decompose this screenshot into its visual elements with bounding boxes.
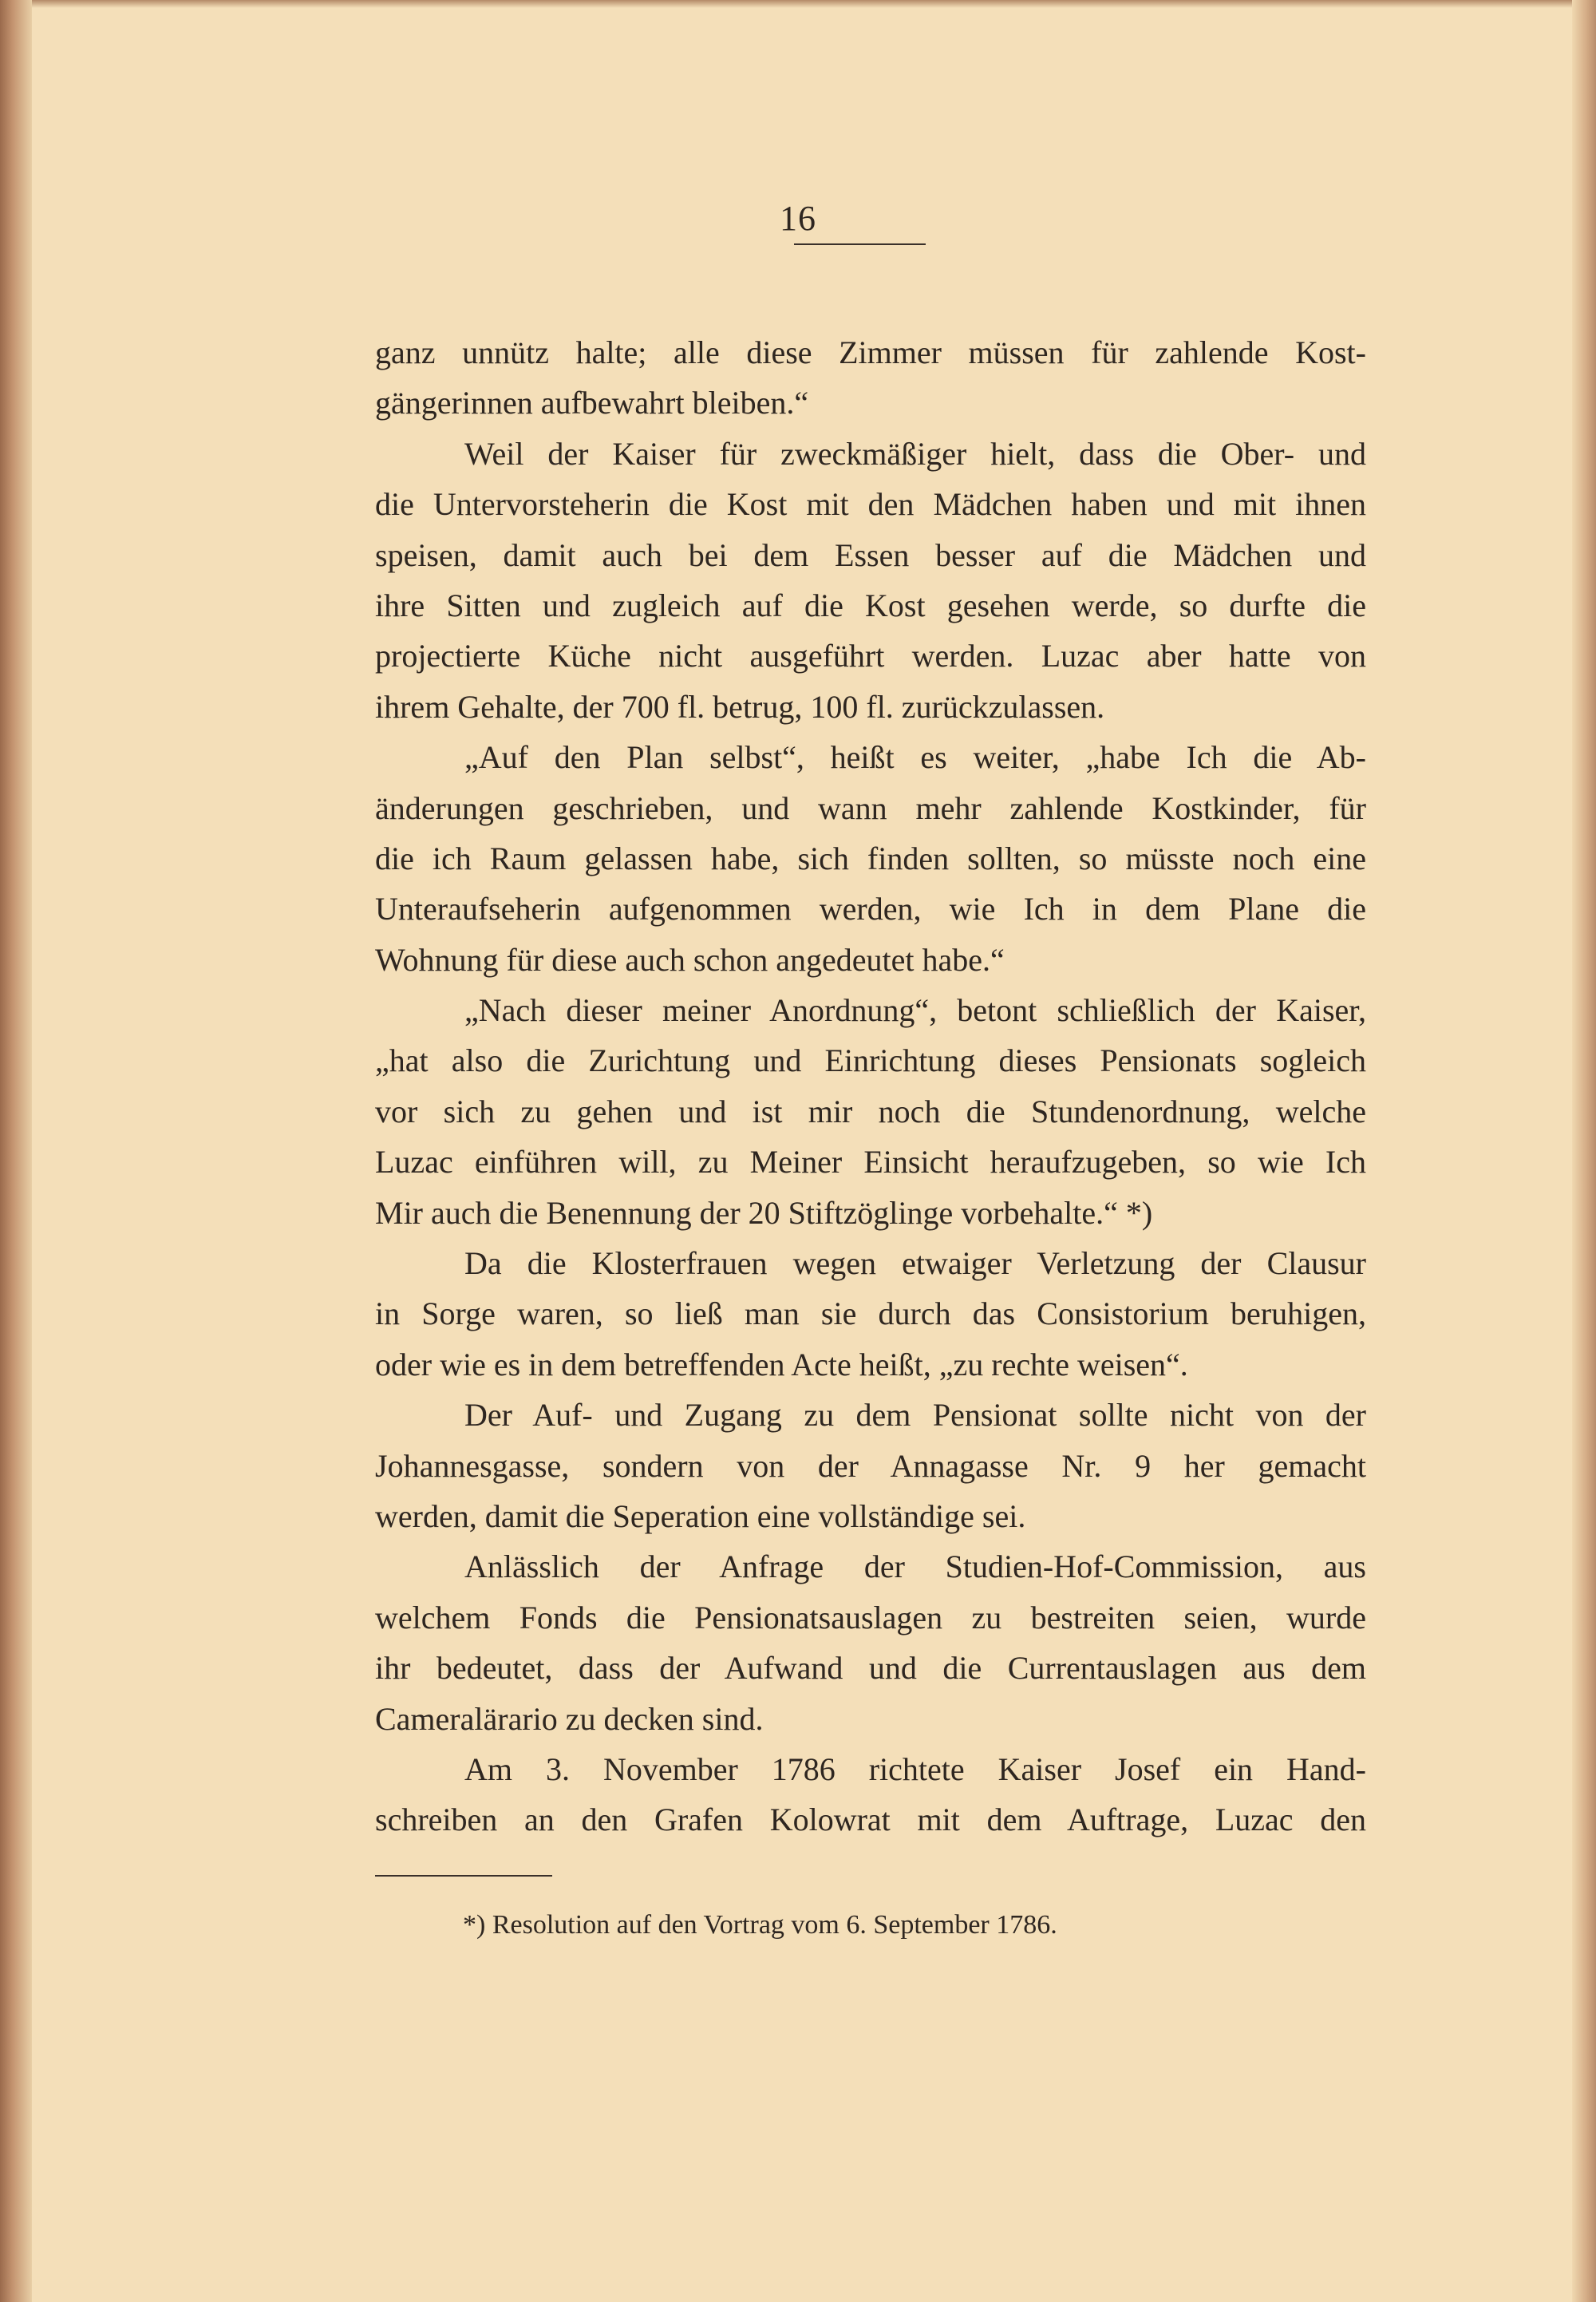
text-line: Weil der Kaiser für zweckmäßiger hielt, dass die Ober- und (464, 435, 1366, 472)
paragraph (375, 1744, 1366, 1845)
text-line: die ich Raum gelassen habe, sich finden sollten, so müsste noch eine (375, 840, 1366, 876)
text-line: werden, damit die Seperation eine vollständige sei. (375, 1497, 1026, 1534)
text-line: welchem Fonds die Pensionatsauslagen zu bestreiten seien, wurde (375, 1599, 1366, 1636)
text-line: Johannesgasse, sondern von der Annagasse Nr. 9 her gemacht (375, 1447, 1366, 1484)
text-line: Anlässlich der Anfrage der Studien-Hof-Commission, aus (464, 1549, 1366, 1585)
paragraph (375, 1541, 1366, 1744)
text-line: „hat also die Zurichtung und Einrichtung dieses Pensionats sogleich (375, 1042, 1366, 1079)
page-number-rule (794, 243, 926, 245)
text-line: Da die Klosterfrauen wegen etwaiger Verletzung der Clausur (464, 1245, 1366, 1282)
page-number: 16 (780, 199, 816, 238)
paragraph (375, 1390, 1366, 1541)
text-line: „Auf den Plan selbst“, heißt es weiter, „habe Ich die Ab- (464, 739, 1366, 776)
paragraph (375, 985, 1366, 1238)
text-line: ihr bedeutet, dass der Aufwand und die Currentauslagen aus dem (375, 1650, 1366, 1687)
text-line: die Untervorsteherin die Kost mit den Mädchen haben und mit ihnen (375, 486, 1366, 523)
footnote-divider (375, 1875, 552, 1877)
text-line: Wohnung für diese auch schon angedeutet habe.“ (375, 941, 1005, 978)
text-line: schreiben an den Grafen Kolowrat mit dem Auftrage, Luzac den (375, 1802, 1366, 1838)
footnote: *) Resolution auf den Vortrag vom 6. September 1786. (463, 1910, 1057, 1940)
text-line: oder wie es in dem betreffenden Acte heißt, „zu rechte weisen“. (375, 1346, 1188, 1382)
text-line: ihrem Gehalte, der 700 fl. betrug, 100 fl. zurückzulassen. (375, 688, 1105, 725)
text-line: Cameralärario zu decken sind. (375, 1700, 764, 1737)
text-line: Luzac einführen will, zu Meiner Einsicht heraufzugeben, so wie Ich (375, 1144, 1366, 1181)
body-text (375, 327, 1366, 1845)
text-line: in Sorge waren, so ließ man sie durch das Consistorium beruhigen, (375, 1295, 1366, 1332)
paragraph (375, 1238, 1366, 1390)
text-line: projectierte Küche nicht ausgeführt werden. Luzac aber hatte von (375, 638, 1366, 674)
text-line: gängerinnen aufbewahrt bleiben.“ (375, 385, 809, 421)
text-line: vor sich zu gehen und ist mir noch die Stundenordnung, welche (375, 1093, 1366, 1129)
text-line: Mir auch die Benennung der 20 Stiftzöglinge vorbehalte.“ *) (375, 1194, 1153, 1231)
text-line: speisen, damit auch bei dem Essen besser auf die Mädchen und (375, 536, 1366, 573)
paragraph (375, 327, 1366, 429)
text-line: „Nach dieser meiner Anordnung“, betont schließlich der Kaiser, (464, 992, 1366, 1029)
text-line: änderungen geschrieben, und wann mehr zahlende Kostkinder, für (375, 789, 1366, 826)
book-binding-edge (0, 0, 32, 2302)
text-line: ganz unnütz halte; alle diese Zimmer müssen für zahlende Kost- (375, 334, 1366, 370)
text-line: Unteraufseherin aufgenommen werden, wie Ich in dem Plane die (375, 891, 1366, 928)
text-line: Am 3. November 1786 richtete Kaiser Josef ein Hand- (464, 1750, 1366, 1787)
text-line: ihre Sitten und zugleich auf die Kost gesehen werde, so durfte die (375, 587, 1366, 623)
text-line: Der Auf- und Zugang zu dem Pensionat sollte nicht von der (464, 1397, 1366, 1434)
page-right-edge (1572, 0, 1596, 2302)
paragraph (375, 429, 1366, 732)
paragraph (375, 732, 1366, 985)
page-top-edge (0, 0, 1596, 8)
